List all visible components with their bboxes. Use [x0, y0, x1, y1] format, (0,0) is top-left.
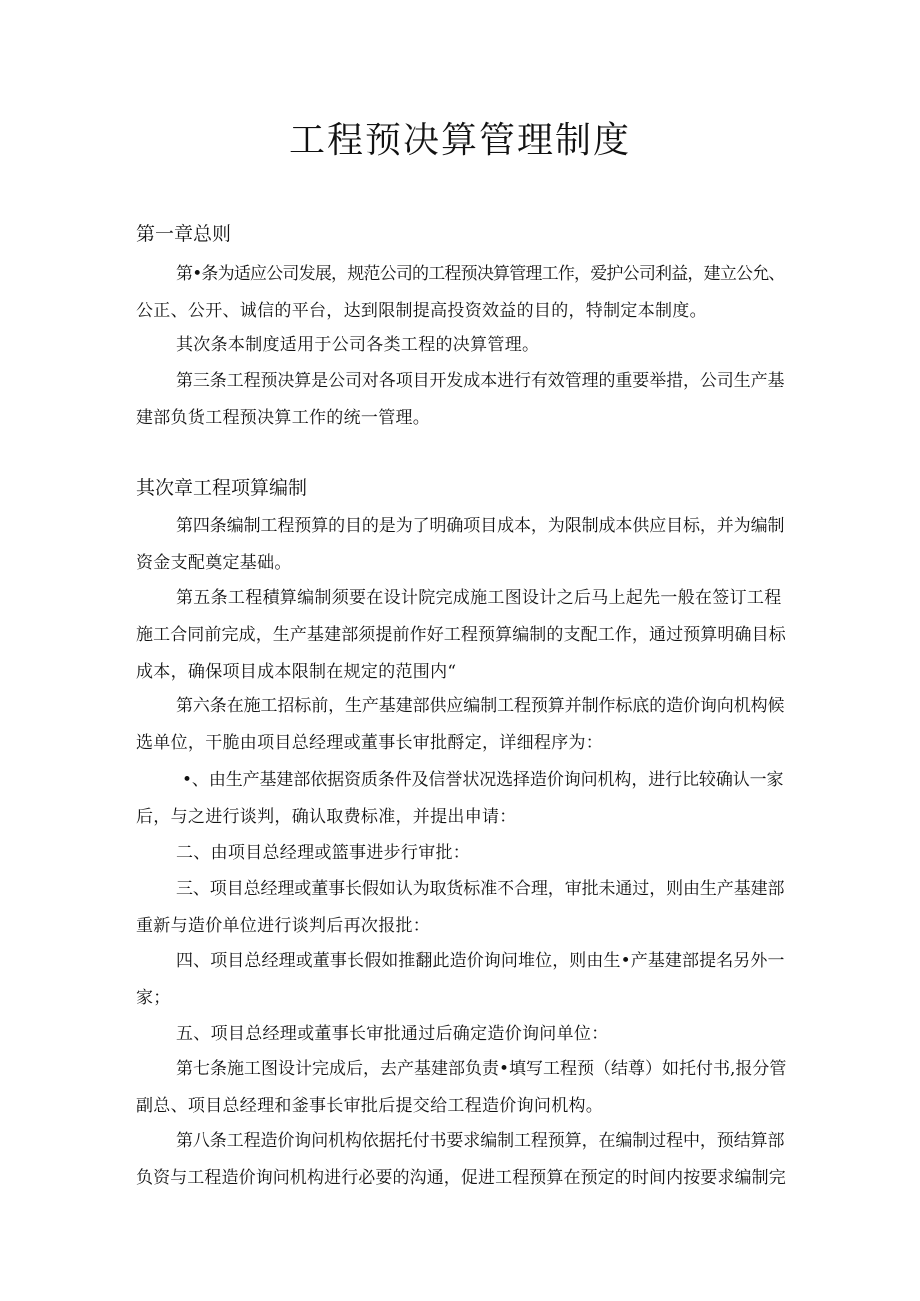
procedure-step-3-line-1: 三、项目总经理或董事长假如认为取货标准不合理，审批未通过，则由生产基建部: [176, 879, 785, 899]
article-1-line-1: 第•条为适应公司发展，规范公司的工程预决算管理工作，爱护公司利益，建立公允、: [176, 264, 785, 284]
article-3: [136, 363, 786, 437]
document-title: 工程预决算管理制度: [288, 120, 631, 161]
article-1: [136, 256, 786, 330]
procedure-step-1: [136, 762, 786, 836]
article-4: [136, 508, 786, 582]
article-4-line-1: 第四条编制工程预算的目的是为了明确项目成本，为限制成本供应目标，并为编制: [176, 516, 785, 536]
article-7-line-1: 第七条施工图设计完成后，去产基建部负责•填写工程预（结尊）如托付书,报分管: [176, 1059, 787, 1079]
article-6: [136, 688, 786, 762]
article-3-line-2: 建部负货工程预决算工作的统一管理。: [136, 408, 431, 428]
article-8: [136, 1123, 786, 1197]
article-8-line-1: 第八条工程造价询问机构依据托付书要求编制工程预算，在编制过程中，预结算部: [176, 1131, 785, 1151]
procedure-step-4: [136, 943, 786, 1017]
chapter-2-heading: 其次章工程项算编制: [136, 477, 308, 499]
chapter-1-heading: 第一章总则: [136, 223, 232, 245]
article-1-line-2: 公正、公开、诚信的平台，达到限制提高投资效益的目的，特制定本制度。: [136, 301, 707, 321]
article-2: [136, 327, 786, 364]
article-4-line-2: 资金支配奠定基础。: [136, 553, 292, 573]
article-2-line-1: 其次条本制度适用于公司各类工程的决算管理。: [176, 335, 540, 355]
procedure-step-1-line-2: 后，与之进行谈判，确认取费标准，并提出申请：: [136, 807, 517, 827]
procedure-step-4-line-2: 家；: [136, 988, 171, 1008]
procedure-step-5-line-1: 五、项目总经理或董事长审批通过后确定造价询问单位：: [176, 1024, 609, 1044]
procedure-step-3: [136, 871, 786, 945]
article-6-line-2: 选单位，干脆由项目总经理或董事长审批酹定，详细程序为：: [136, 733, 604, 753]
procedure-step-5: [136, 1016, 786, 1053]
article-3-line-1: 第三条工程预决算是公司对各项目开发成本进行有效管理的重要举措，公司生产基: [176, 371, 785, 391]
article-7-line-2: 副总、项目总经理和釜事长审批后提交给工程造价询问机构。: [136, 1096, 604, 1116]
article-5-line-2: 施工合同前完成，生产基建部须提前作好工程预算编制的支配工作，通过预算明确目标: [136, 625, 786, 645]
article-7: [136, 1051, 786, 1125]
article-5-line-1: 第五条工程積算编制须要在设计院完成施工图设计之后马上起先一般在签订工程: [176, 588, 782, 608]
procedure-step-2-line-1: 二、由项目总经理或篮事进步行审批：: [176, 843, 471, 863]
procedure-step-3-line-2: 重新与造价单位进行谈判后再次报批：: [136, 916, 431, 936]
article-5-line-3: 成本，确保项目成本限制在规定的范围内“: [136, 662, 457, 682]
procedure-step-2: [136, 835, 786, 872]
procedure-step-4-line-1: 四、项目总经理或董事长假如推翻此造价询问堆位，则由生•产基建部提名另外一: [176, 951, 785, 971]
procedure-step-1-line-1: •、由生产基建部依据资质条件及信誉状况选择造价询问机构，进行比较确认一家: [182, 770, 784, 790]
article-6-line-1: 第六条在施工招标前，生产基建部供应编制工程预算并制作标底的造价询向机构候: [176, 696, 785, 716]
article-5: [136, 580, 786, 691]
article-8-line-2: 负资与工程造价询问机构进行必要的沟通，促进工程预算在预定的时间内按要求编制完: [136, 1168, 786, 1188]
